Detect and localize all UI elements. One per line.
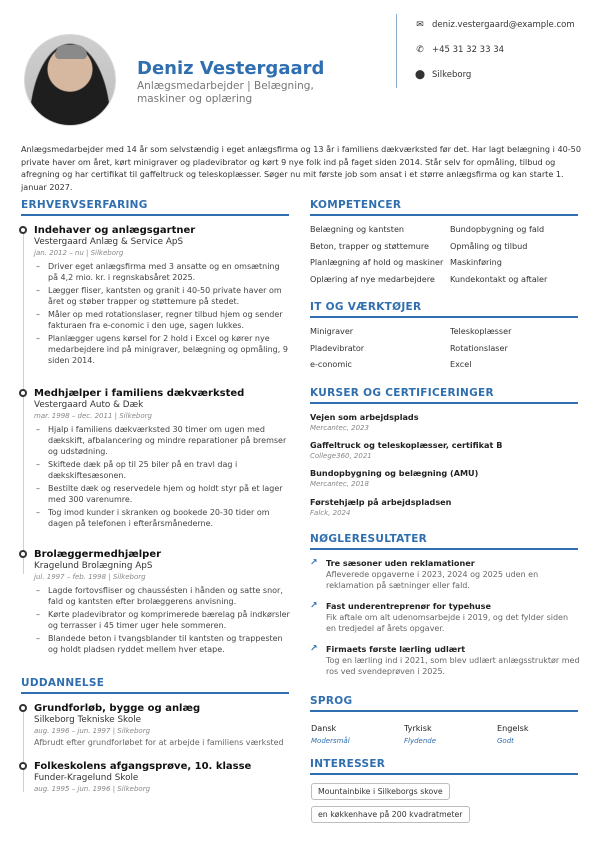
- header-divider: [396, 14, 397, 88]
- course-item: [310, 497, 578, 518]
- course-name: Vejen som arbejdsplads: [310, 412, 419, 422]
- result-description: Tog en lærling ind i 2021, som blev udlært anlægsstruktør med ros ved svendeprøven i 2025.: [326, 656, 580, 677]
- interests-rule: [310, 773, 578, 775]
- job-bullet: – Bestilte dæk og reservedele hjem og holdt styr på et lager med 300 varenumre.: [34, 483, 290, 505]
- job-title: Brolæggermedhjælper: [34, 549, 162, 560]
- result-item: [310, 644, 580, 677]
- job-company: Vestergaard Anlæg & Service ApS: [34, 237, 184, 247]
- course-name: Gaffeltruck og teleskoplæsser, certifikat B: [310, 440, 503, 450]
- results-rule: [310, 548, 578, 550]
- job-entry: [34, 387, 290, 531]
- course-source: Mercantec, 2023: [310, 424, 369, 432]
- interest-tag: en køkkenhave på 200 kvadratmeter: [311, 806, 470, 823]
- course-name: Førstehjælp på arbejdspladsen: [310, 497, 452, 507]
- interests-heading: INTERESSER: [310, 758, 386, 770]
- languages-heading: SPROG: [310, 695, 353, 707]
- education-timeline: [23, 708, 24, 792]
- job-title: Indehaver og anlægsgartner: [34, 225, 196, 236]
- job-bullet: – Lægger fliser, kantsten og granit i 40-50 private haver om året og støber trapper og støttemure på stedet.: [34, 285, 290, 307]
- timeline-dot: [19, 704, 27, 712]
- result-description: Fik aftale om alt udenomsarbejde i 2019, og det fylder siden en tredjedel af årets opgaver.: [326, 613, 569, 634]
- results-heading: NØGLERESULTATER: [310, 533, 428, 545]
- job-entry: [34, 548, 290, 657]
- language-name: Dansk: [311, 723, 337, 733]
- job-bullet: – Måler op med rotationslaser, regner tilbud hjem og sender fakturaen fra e-conomic i den uge, sagen lukkes.: [34, 309, 290, 331]
- job-bullet: – Tog imod kunder i skranken og bookede 20-30 tider om dagen på telefonen i efterårsmånederne.: [34, 507, 290, 529]
- course-item: [310, 468, 578, 489]
- skill-item: Bundopbygning og fald: [450, 224, 545, 234]
- map-pin-icon: ⬤: [414, 70, 426, 80]
- tools-rule: [310, 316, 578, 318]
- contact-phone[interactable]: [414, 45, 504, 55]
- skills-grid: [310, 224, 578, 285]
- experience-heading: ERHVERVSERFARING: [21, 199, 148, 211]
- profile-summary: Anlægsmedarbejder med 14 år som selvstændig i eget anlægsfirma og 13 år i familiens dækværksted før det. Har lagt belægning i 40-50 private haver om året, kørt minigraver og pladevibrator og kørt 9 nye folk ind på faget siden 2014. Står selv for opmåling, tilbud og afregning og har certifikat til gaffeltruck og teleskoplæsser. Søger nu mit første job som ansat i et større anlægsfirma og kan starte 1. januar 2027.: [21, 144, 581, 192]
- tools-heading: IT OG VÆRKTØJER: [310, 301, 422, 313]
- trend-up-icon: ↗: [310, 644, 318, 654]
- job-dates: jul. 1997 – feb. 1998 | Silkeborg: [34, 573, 146, 581]
- education-school: Silkeborg Tekniske Skole: [34, 715, 142, 725]
- tool-item: Pladevibrator: [310, 342, 365, 353]
- job-bullet: – Blandede beton i tvangsblander til kantsten og trappesten og holdt pladsen ryddet mellem hver etape.: [34, 633, 290, 655]
- course-item: [310, 440, 578, 461]
- education-title: Grundforløb, bygge og anlæg: [34, 703, 201, 714]
- skills-rule: [310, 214, 578, 216]
- trend-up-icon: ↗: [310, 558, 318, 568]
- result-item: [310, 558, 580, 591]
- language-level: Godt: [497, 737, 514, 745]
- job-bullet: – Planlægger ugens kørsel for 2 hold i Excel og kører nye medarbejdere ind på minigraver, belægning og opmåling, 9 siden 2014.: [34, 333, 290, 367]
- education-note: Afbrudt efter grundforløbet for at arbejde i familiens værksted: [34, 738, 284, 747]
- result-title: Tre sæsoner uden reklamationer: [326, 558, 475, 568]
- tool-item: Minigraver: [310, 326, 354, 336]
- skill-item: Belægning og kantsten: [310, 224, 405, 234]
- job-entry: [34, 224, 290, 368]
- education-title: Folkeskolens afgangsprøve, 10. klasse: [34, 761, 252, 772]
- experience-rule: [21, 214, 289, 216]
- tool-item: Rotationslaser: [450, 342, 508, 353]
- skill-item: Maskinføring: [450, 257, 502, 267]
- skill-item: Oplæring af nye medarbejdere: [310, 273, 435, 284]
- result-item: [310, 601, 580, 634]
- job-dates: jan. 2012 – nu | Silkeborg: [34, 249, 124, 257]
- tool-item: Excel: [450, 359, 472, 369]
- course-source: Falck, 2024: [310, 509, 351, 517]
- job-title: Medhjælper i familiens dækværksted: [34, 388, 245, 399]
- language-name: Tyrkisk: [404, 723, 432, 733]
- job-bullet: – Kørte pladevibrator og komprimerede bærelag på indkørsler og terrasser i 45 timer uger hele sommeren.: [34, 609, 290, 631]
- courses-rule: [310, 402, 578, 404]
- languages-rule: [310, 710, 578, 712]
- education-entry: [34, 702, 290, 748]
- education-rule: [21, 692, 289, 694]
- course-item: [310, 412, 578, 433]
- trend-up-icon: ↗: [310, 601, 318, 611]
- language-item: [311, 723, 350, 747]
- job-bullet: – Lagde fortovsfliser og chaussésten i hånden og satte snor, fald og kantsten efter brolæggerens anvisning.: [34, 585, 290, 607]
- interest-tag: Mountainbike i Silkeborgs skove: [311, 783, 450, 800]
- location-text: Silkeborg: [432, 70, 472, 80]
- timeline-dot: [19, 389, 27, 397]
- job-bullet: – Driver eget anlægsfirma med 3 ansatte og en omsætning på 4,2 mio. kr. i regnskabsåret 2025.: [34, 261, 290, 283]
- contact-location: [414, 70, 471, 80]
- education-entry: [34, 760, 290, 795]
- skill-item: Kundekontakt og aftaler: [450, 273, 548, 284]
- course-source: Mercantec, 2018: [310, 480, 369, 488]
- candidate-title: Anlægsmedarbejder | Belægning, maskiner og oplæring: [137, 80, 314, 105]
- phone-text: +45 31 32 33 34: [432, 45, 505, 55]
- timeline-dot: [19, 550, 27, 558]
- result-title: Firmaets første lærling udlært: [326, 644, 466, 654]
- language-level: Flydende: [404, 737, 437, 745]
- job-company: Vestergaard Auto & Dæk: [34, 400, 144, 410]
- language-item: [404, 723, 436, 747]
- language-name: Engelsk: [497, 723, 529, 733]
- envelope-icon: ✉: [416, 20, 424, 30]
- contact-email[interactable]: [414, 20, 575, 30]
- result-title: Fast underentreprenør for typehuse: [326, 601, 491, 611]
- language-level: Modersmål: [311, 737, 350, 745]
- course-name: Bundopbygning og belægning (AMU): [310, 468, 479, 478]
- job-dates: mar. 1998 – dec. 2011 | Silkeborg: [34, 412, 152, 420]
- tools-grid: [310, 326, 578, 371]
- course-source: College360, 2021: [310, 452, 372, 460]
- language-item: [497, 723, 529, 747]
- experience-timeline: [23, 230, 24, 574]
- timeline-dot: [19, 762, 27, 770]
- courses-heading: KURSER OG CERTIFICERINGER: [310, 387, 494, 399]
- job-bullet: – Hjalp i familiens dækværksted 30 timer om ugen med dækskift, afbalancering og mindre reparationer på bremser og udstødning.: [34, 424, 290, 458]
- skill-item: Planlægning af hold og maskiner: [310, 257, 444, 267]
- result-description: Afleverede opgaverne i 2023, 2024 og 2025 uden en reklamation på sætninger eller fald.: [326, 570, 539, 591]
- education-school: Funder-Kragelund Skole: [34, 773, 139, 783]
- education-dates: aug. 1996 – jun. 1997 | Silkeborg: [34, 727, 151, 735]
- skill-item: Opmåling og tilbud: [450, 240, 528, 251]
- timeline-dot: [19, 226, 27, 234]
- phone-icon: ✆: [416, 45, 424, 55]
- education-heading: UDDANNELSE: [21, 677, 105, 689]
- job-bullet: – Skiftede dæk på op til 25 biler på en travl dag i dækskiftesæsonen.: [34, 459, 290, 481]
- skill-item: Beton, trapper og støttemure: [310, 240, 430, 251]
- skills-heading: KOMPETENCER: [310, 199, 402, 211]
- tool-item: Teleskoplæsser: [450, 326, 512, 336]
- education-dates: aug. 1995 – jun. 1996 | Silkeborg: [34, 785, 151, 793]
- tool-item: e-conomic: [310, 359, 352, 369]
- candidate-name: Deniz Vestergaard: [137, 58, 325, 79]
- profile-photo: [24, 34, 116, 126]
- job-company: Kragelund Brolægning ApS: [34, 561, 153, 571]
- email-text: deniz.vestergaard@example.com: [432, 20, 575, 30]
